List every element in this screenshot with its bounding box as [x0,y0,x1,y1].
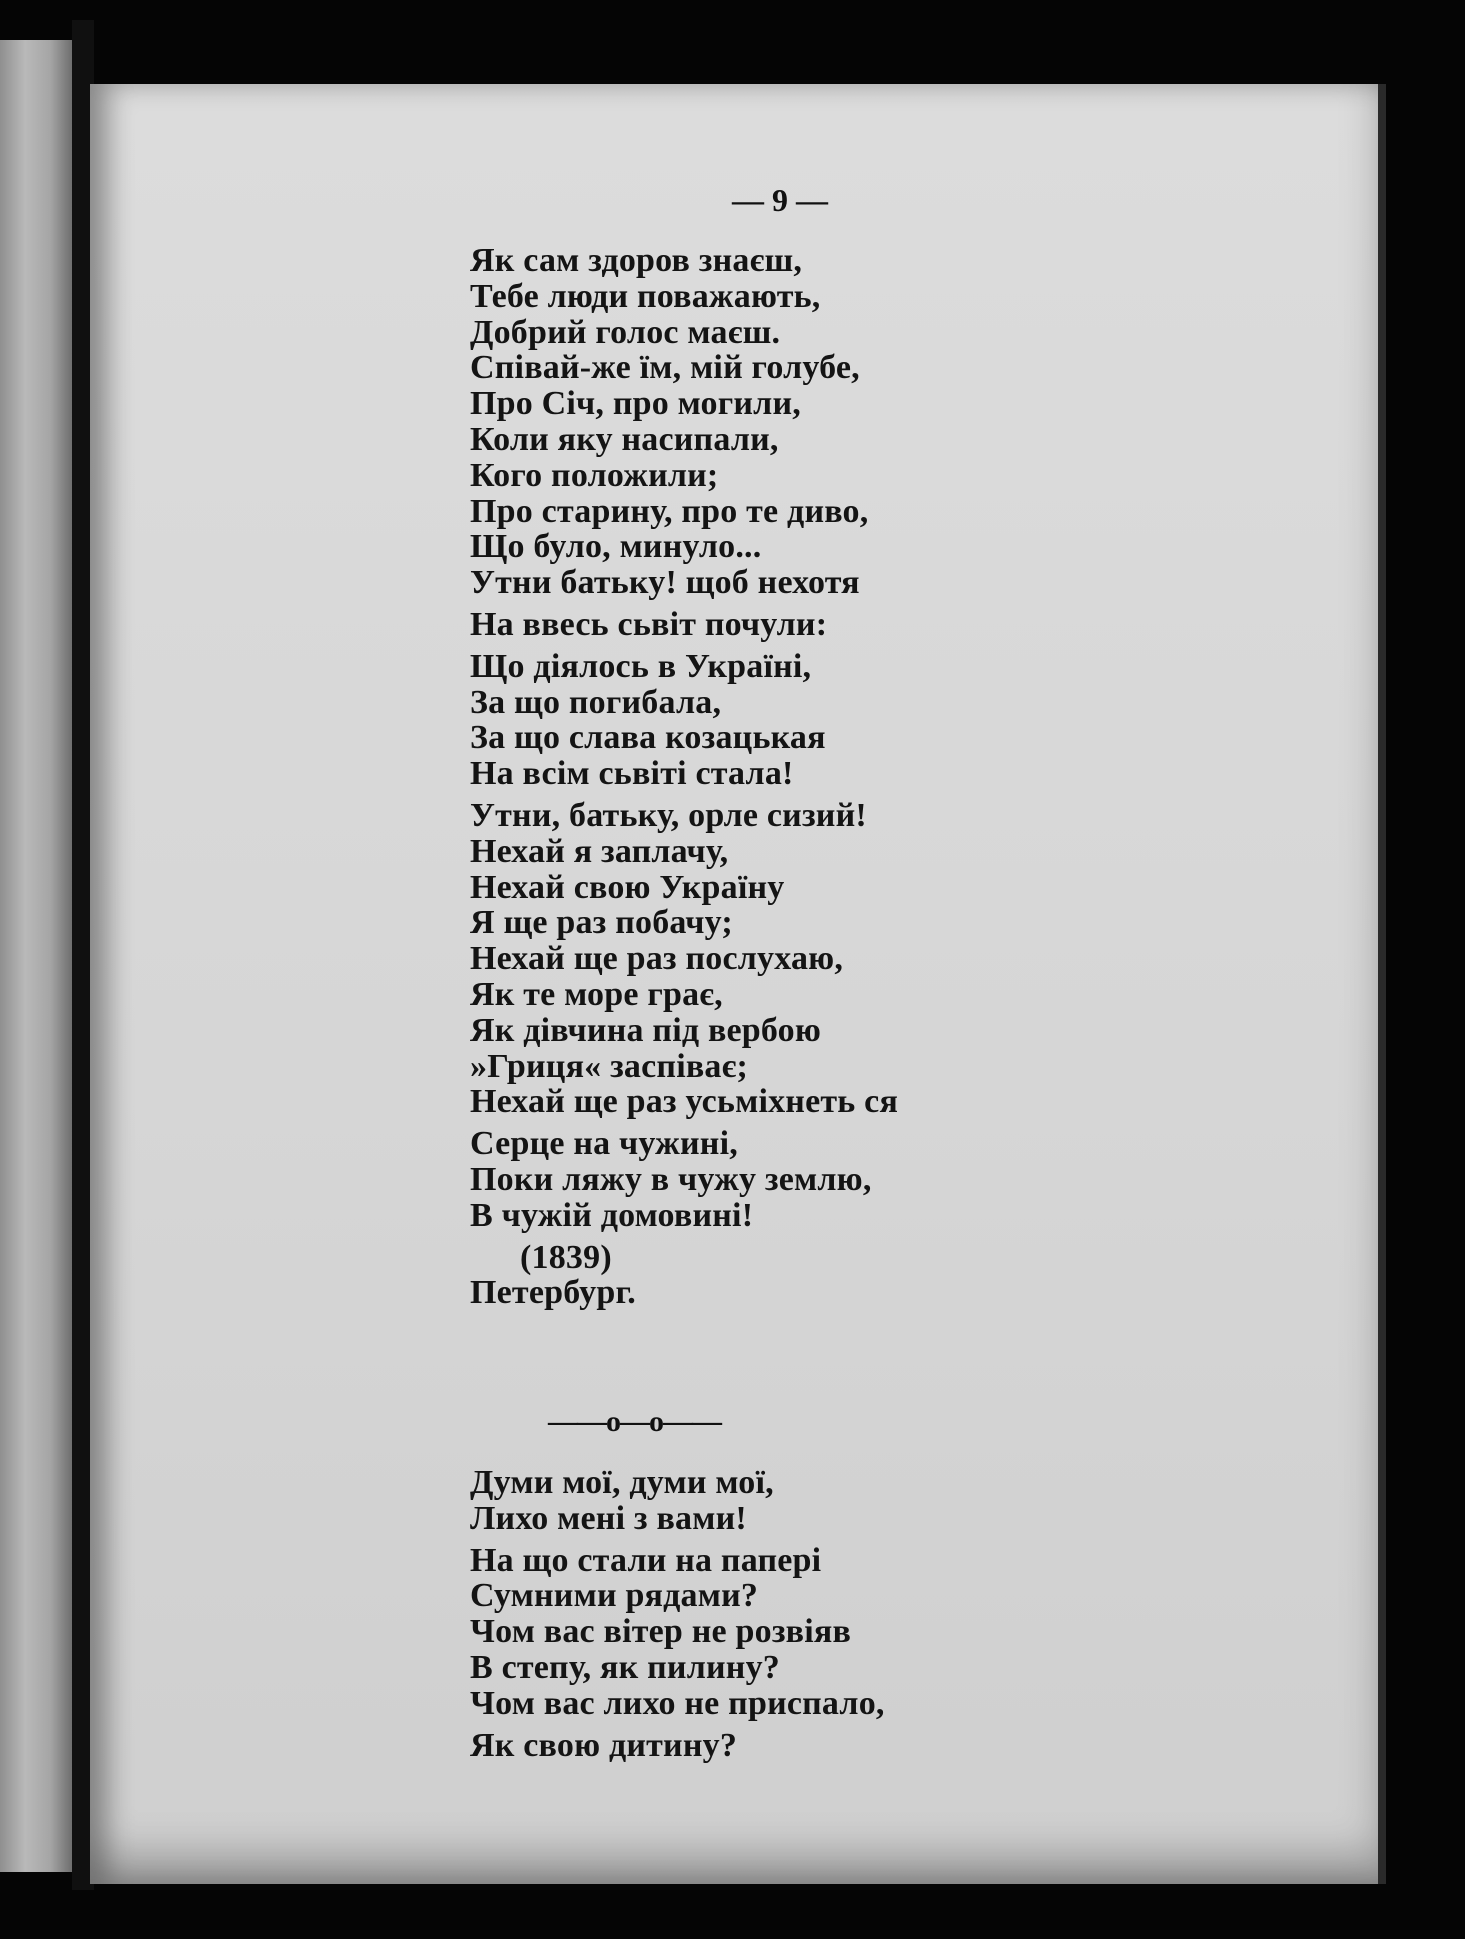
poem-line: Сумними рядами? [470,1577,759,1615]
poem-line: Добрий голос маєш. [470,313,781,351]
poem-2 [470,1465,1330,1769]
poem-line: Нехай я заплачу, [470,832,729,870]
poem-line: Про Січ, про могили, [470,385,801,423]
poem-line: Поки ляжу в чужу землю, [470,1160,872,1198]
poem-line: На ввесь сьвіт почули: [470,605,828,643]
poem-line: Співай-же їм, мій голубе, [470,349,860,387]
poem-line: Утни батьку! щоб нехотя [470,564,860,602]
poem-date: (1839) [520,1238,612,1276]
poem-line: Нехай ще раз послухаю, [470,940,844,978]
poem-line: Як те море грає, [470,975,723,1013]
poem-line: Я ще раз побачу; [470,904,733,942]
stanza [470,1465,1330,1537]
poem-line: Про старину, про те диво, [470,492,869,530]
poem-line: Нехай свою Україну [470,868,785,906]
poem-line: За що слава козацькая [470,719,826,757]
poem-line: Що діялось в Україні, [470,647,812,685]
section-divider: ——о—о—— [548,1405,721,1438]
poem-line: Утни, батьку, орле сизий! [470,796,867,834]
stanza [470,243,1330,601]
poem-line: На всім сьвіті стала! [470,755,794,793]
poem-line: Тебе люди поважають, [470,277,821,315]
poem-line: Чом вас вітер не розвіяв [470,1613,852,1651]
poem-line: Як сам здоров знаєш, [470,242,803,279]
poem-1 [470,243,1330,1311]
poem-line: »Гриця« заспіває; [470,1047,749,1085]
poem-line: На що стали на папері [470,1541,822,1579]
stanza [470,798,1330,1120]
poem-1-stanzas [470,243,1330,1234]
poem-line: Що було, минуло... [470,528,762,566]
poem-place: Петербург. [470,1274,636,1312]
page-number: — 9 — [732,182,828,218]
poem-line: Серце на чужині, [470,1125,738,1163]
stanza [470,1126,1330,1233]
poem-line: В степу, як пилину? [470,1648,780,1686]
page-right-border [1378,84,1386,1884]
poem-line: Коли яку насипали, [470,420,779,458]
poem-2-stanzas [470,1465,1330,1763]
stanza [470,607,1330,643]
stanza [470,1543,1330,1722]
poem-line: Нехай ще раз усьміхнеть ся [470,1083,899,1121]
poem-line: Думи мої, думи мої, [470,1464,774,1501]
stanza [470,1728,1330,1764]
adjacent-page-edge [0,40,72,1872]
stanza [470,649,1330,792]
poem-line: Лихо мені з вами! [470,1499,747,1537]
poem-line: В чужій домовині! [470,1196,754,1234]
poem-line: Чом вас лихо не приспало, [470,1684,885,1722]
poem-line: Кого положили; [470,456,719,494]
poem-line: За що погибала, [470,683,722,721]
poem-line: Як свою дитину? [470,1726,738,1764]
poem-line: Як дівчина під вербою [470,1011,822,1049]
